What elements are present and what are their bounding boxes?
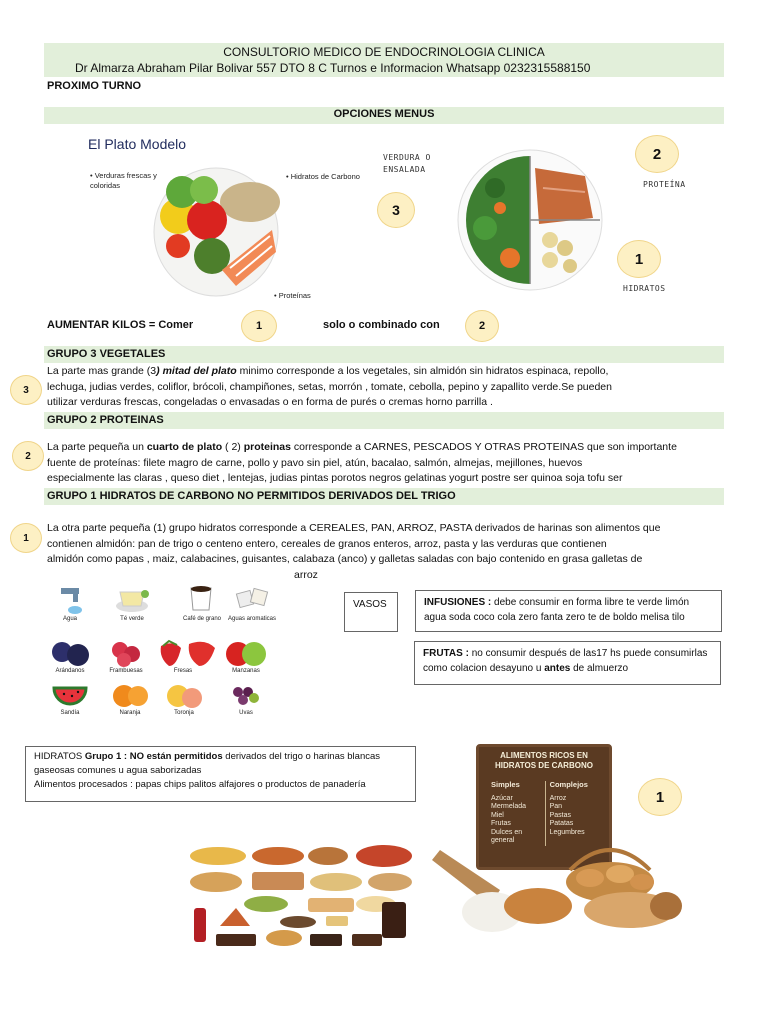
junk-food-collage [186,842,416,950]
group1-marker: 1 [10,523,42,553]
vasos-label: VASOS [353,599,387,610]
carb-board-circle-1: 1 [638,778,682,816]
photo-label-protein: PROTEÍNA [643,180,686,189]
blueberries-icon [48,638,92,668]
gain-label: AUMENTAR KILOS = Comer [47,319,194,331]
toronja-item: Toronja [159,682,209,716]
agua-item: Agua [45,582,95,622]
naranja-item: Naranja [105,682,155,716]
grapefruit-icon [164,682,204,710]
cafe-item: Café de grano [177,582,227,622]
photo-circle-1: 1 [617,240,661,278]
plate-model-circle-3: 3 [377,192,415,228]
plate-label-carbs: • Hidratos de Carbono [286,172,360,181]
frutas-box: FRUTAS : no consumir después de las17 hs puede consumirlas como colacion desayuno u antes de almuerzo [414,641,721,685]
group2-text: La parte pequeña un cuarto de plato ( 2) proteinas corresponde a CARNES, PESCADOS Y OTRAS PROTEINAS que son importante fuente de proteínas: filete magro de carne, pollo y pavo sin piel, atún, bacalao, salmón, almejas, mejillones, huevos especialmente las claras , queso diet , lentejas, judias pintas porotos negros gelatinas yogurt postre ser quinoa soja tofu ser [47,441,677,485]
apples-icon [222,638,270,668]
orange-icon [110,682,150,710]
group1-title: GRUPO 1 HIDRATOS DE CARBONO NO PERMITIDOS DERIVADOS DEL TRIGO [47,490,456,502]
group3-marker: 3 [10,375,42,405]
strawberries-icon [155,638,219,668]
coffee-cup-icon [185,582,219,616]
aguas-arom-item: Aguas aromaticas [227,582,277,622]
tea-cup-icon [112,582,152,616]
bread-rice-photo [430,830,685,940]
tea-bags-icon [232,582,272,616]
watermelon-icon [50,682,90,710]
fresas-item: Fresas [155,638,205,674]
group1-text: La otra parte pequeña (1) grupo hidratos corresponde a CEREALES, PAN, ARROZ, PASTA derivados de harinas son alimentos que contienen almidón: pan de trigo o centeno entero, cereales de granos enteros, arroz, pasta y las verduras que contienen almidón como papas , maiz, calabacines, guisantes, calabaza (anco) y galletas saladas con bajo contenido en grasa galletas de arroz [47,522,661,582]
sandia-item: Sandía [45,682,95,716]
group2-title: GRUPO 2 PROTEINAS [47,414,164,426]
clinic-contact: Dr Almarza Abraham Pilar Bolivar 557 DTO 8 C Turnos e Informacion Whatsapp 0232315588150 [75,61,591,75]
manzanas-item: Manzanas [221,638,271,674]
group2-marker: 2 [12,441,44,471]
plate-model-title: El Plato Modelo [88,136,187,152]
next-turn-label: PROXIMO TURNO [47,80,142,92]
photo-label-carbs: HIDRATOS [623,284,666,293]
carb-complex-col: Complejos Arroz Pan Pastas Patatas Legumbres [549,780,588,836]
gain-circle-2: 2 [465,310,499,342]
infusiones-box: INFUSIONES : debe consumir en forma libre te verde limón agua soda coco cola zero fanta zero te de boldo melisa tilo [415,590,722,632]
vasos-box [344,592,398,632]
plate-photo [455,148,605,293]
raspberries-icon [106,638,146,668]
group3-text: La parte mas grande (3) mitad del plato minimo corresponde a los vegetales, sin almidón sin hidratos espinaca, repollo, lechuga, judias verdes, coliflor, brócoli, champiñones, setas, morrón , tomate, cebolla, pepino y zapallito verde.Se pueden utilizar verduras frescas, congeladas o envasadas o en forma de purés o cremas horno parrilla . [47,365,612,409]
photo-circle-2: 2 [635,135,679,173]
frambuesas-item: Frambuesas [101,638,151,674]
te-item: Té verde [107,582,157,622]
plate-model-illustration [86,134,400,309]
carb-board-title: ALIMENTOS RICOS EN HIDRATOS DE CARBONO [495,751,593,770]
gain-circle-1: 1 [241,310,277,342]
hidratos-box: HIDRATOS Grupo 1 : NO están permitidos derivados del trigo o harinas blancas gaseosas comunes u agua saborizadas Alimentos procesados : papas chips palitos alfajores o productos de panadería [25,746,416,802]
group3-title: GRUPO 3 VEGETALES [47,348,166,360]
carb-simple-col: Simples Azúcar Mermelada Miel Frutas Dulces en general [491,780,527,844]
faucet-icon [53,582,87,616]
photo-label-veg: VERDURA O ENSALADA [383,153,431,174]
gain-middle-text: solo o combinado con [323,319,440,331]
plate-model-drawing [152,160,280,300]
uvas-item: Uvas [221,682,271,716]
plate-label-veg: • Verduras frescas y coloridas [90,171,157,190]
arandanos-item: Arándanos [45,638,95,674]
grapes-icon [226,682,266,710]
clinic-title: CONSULTORIO MEDICO DE ENDOCRINOLOGIA CLINICA [223,45,545,59]
drinks-fruits-grid [45,582,285,727]
plate-label-protein: • Proteínas [274,291,311,300]
menus-title: OPCIONES MENUS [333,108,435,120]
